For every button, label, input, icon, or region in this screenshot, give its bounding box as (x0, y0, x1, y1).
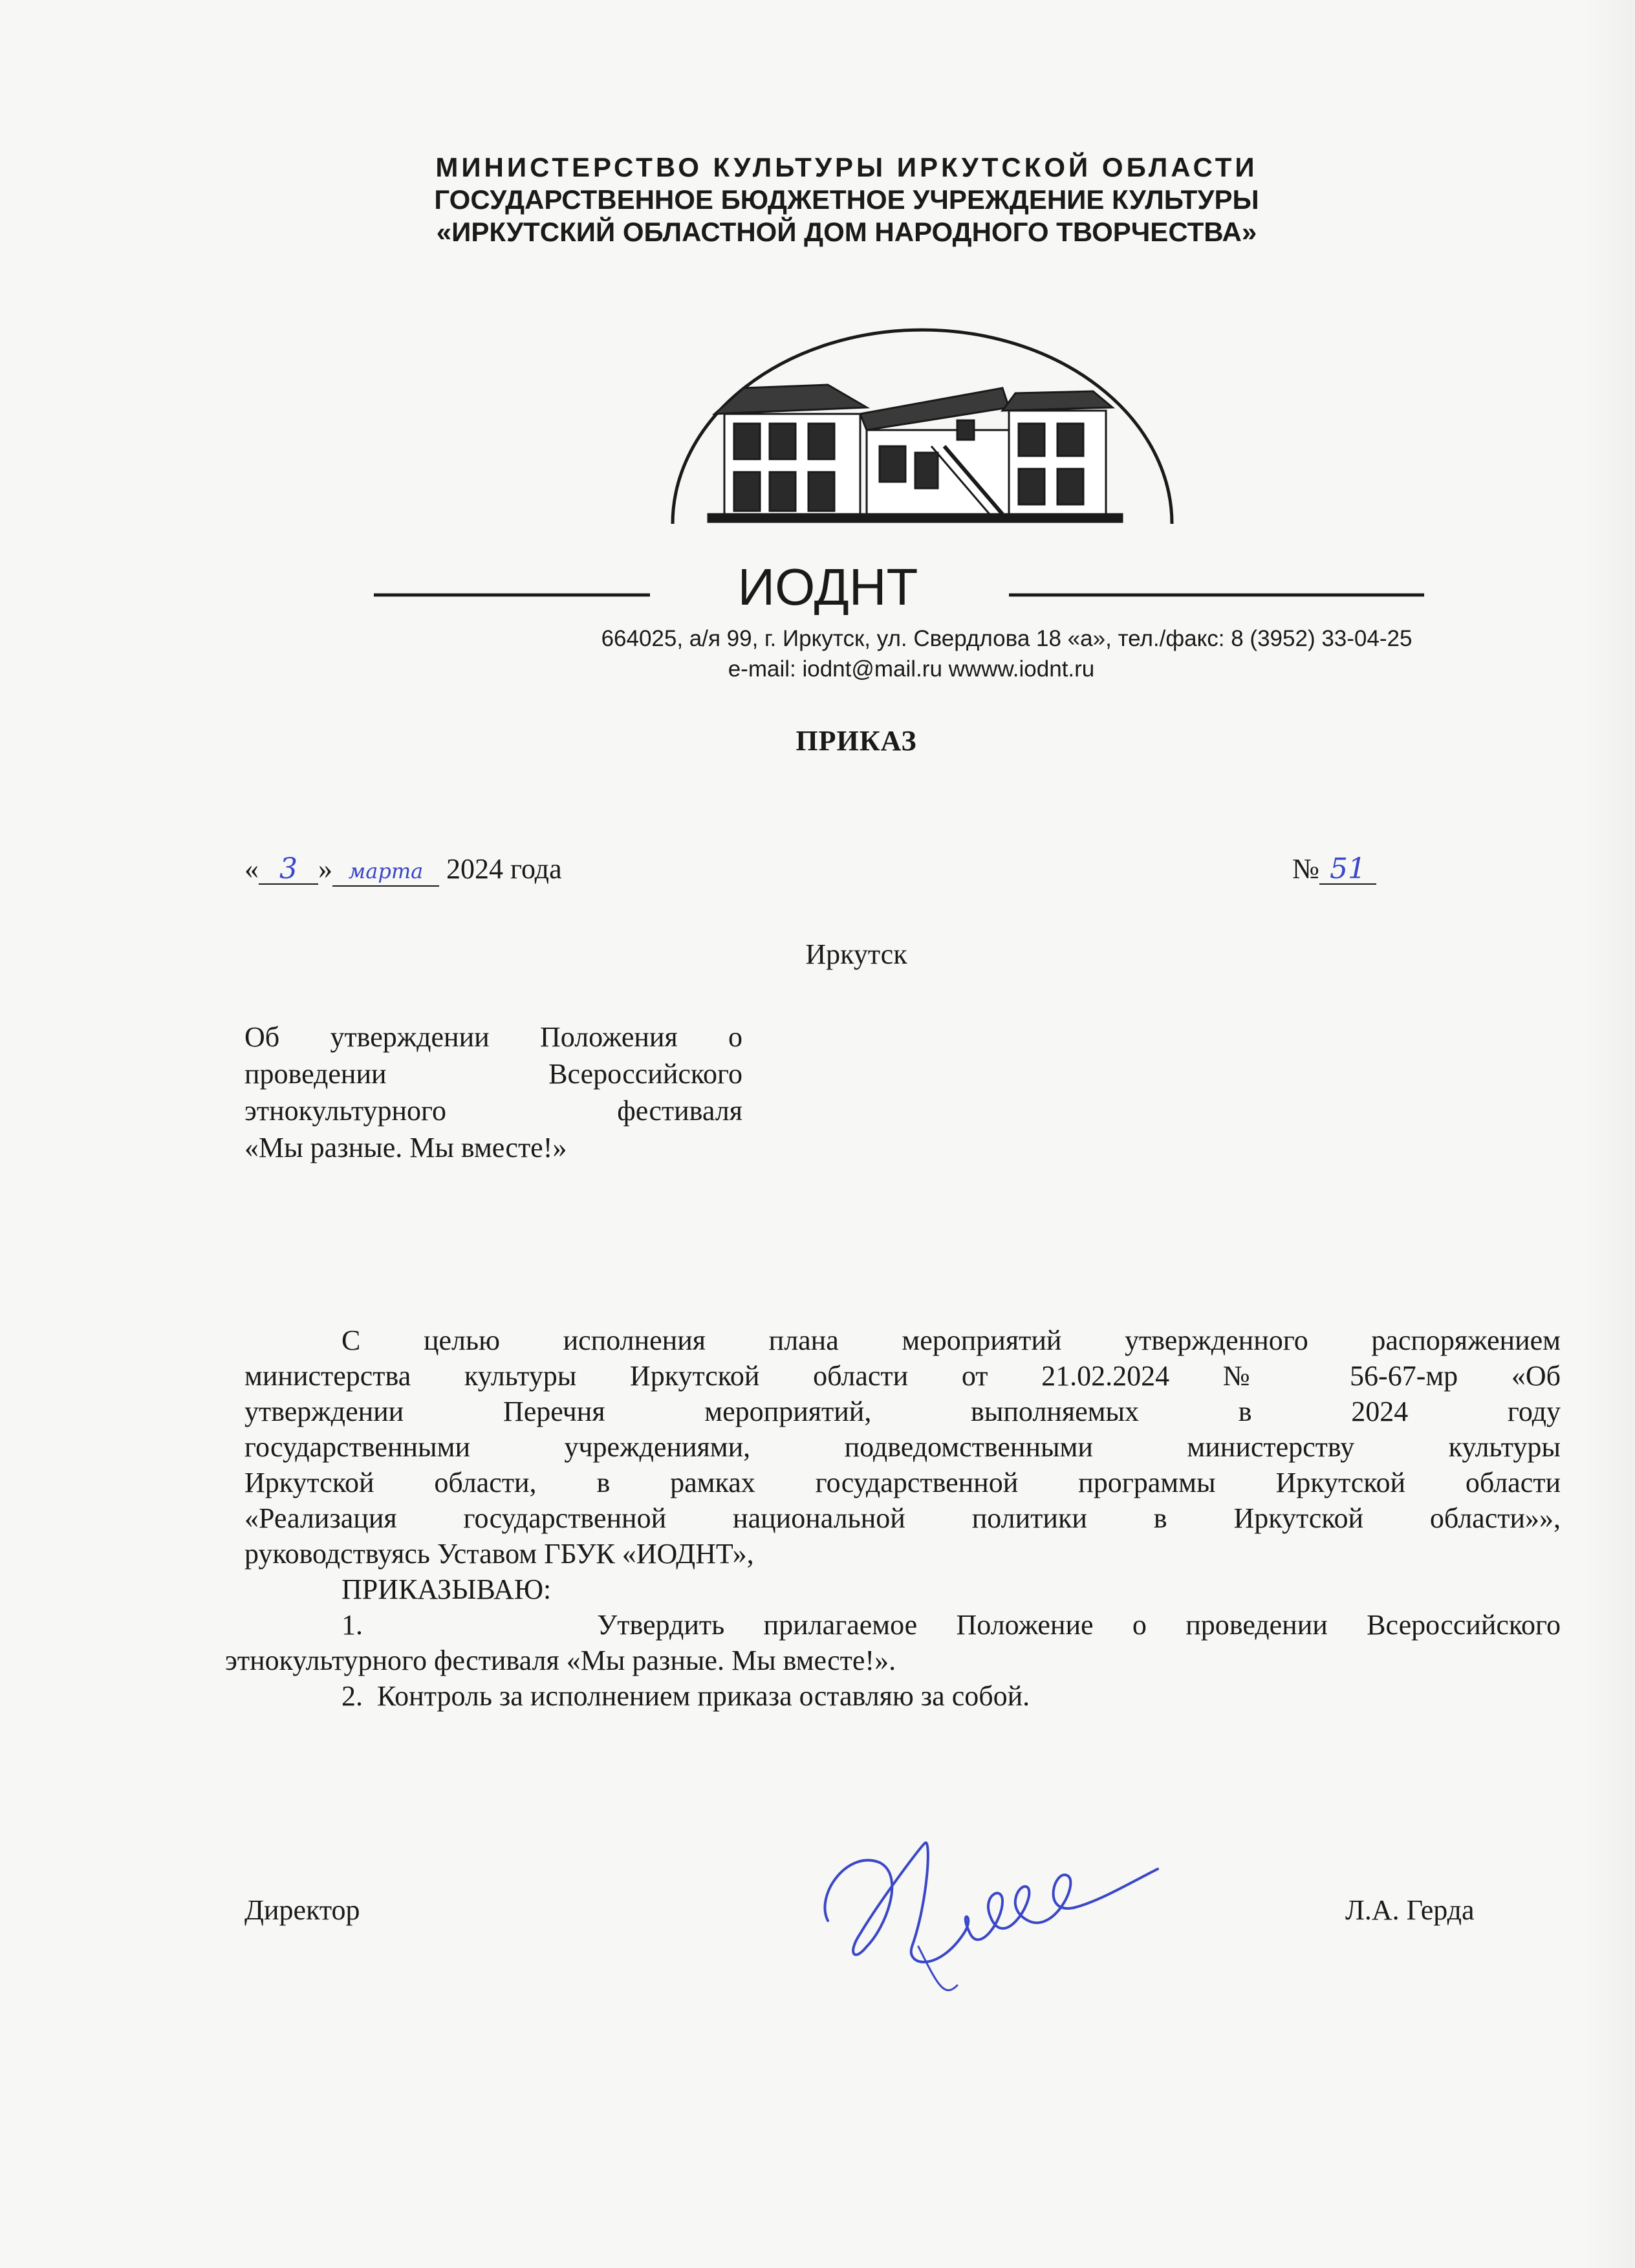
contacts-line: e-mail: iodnt@mail.ru wwww.iodnt.ru (728, 656, 1095, 682)
iodnt-logo (362, 317, 1436, 627)
body-line: министерства культуры Иркутской области от 21.02.2024 № 56-67-мр «Об (244, 1360, 1561, 1392)
subject-line: проведении Всероссийского (244, 1058, 742, 1090)
order-body (225, 1323, 1561, 1714)
date-open-quote: « (244, 853, 259, 885)
logo-text: ИОДНТ (737, 558, 918, 616)
subject-line: этнокультурного фестиваля (244, 1095, 742, 1127)
order-word: ПРИКАЗЫВАЮ: (341, 1573, 552, 1605)
building-icon (708, 385, 1122, 522)
order-date (244, 852, 562, 887)
body-line: утверждении Перечня мероприятий, выполняемых в 2024 году (244, 1396, 1561, 1427)
body-line: Иркутской области, в рамках государственной программы Иркутской области (244, 1467, 1561, 1498)
body-line: руководствуясь Уставом ГБУК «ИОДНТ», (244, 1538, 754, 1570)
date-month: марта (332, 857, 439, 887)
body-line: государственными учреждениями, подведомственными министерству культуры (244, 1431, 1561, 1463)
document-title: ПРИКАЗ (796, 725, 917, 757)
city: Иркутск (805, 938, 907, 970)
handwritten-signature (808, 1824, 1171, 2005)
item-1-line-2: этнокультурного фестиваля «Мы разные. Мы вместе!». (225, 1645, 896, 1676)
institution-name-heading: «ИРКУТСКИЙ ОБЛАСТНОЙ ДОМ НАРОДНОГО ТВОРЧЕСТВА» (436, 217, 1257, 247)
order-number (1292, 852, 1376, 886)
scan-edge-shadow (1585, 0, 1635, 2268)
address-line: 664025, а/я 99, г. Иркутск, ул. Свердлова 18 «а», тел./факс: 8 (3952) 33-04-25 (601, 626, 1413, 651)
item-2: 2. Контроль за исполнением приказа оставляю за собой. (341, 1680, 1030, 1712)
body-line: С целью исполнения плана мероприятий утвержденного распоряжением (341, 1324, 1561, 1356)
subject-line: «Мы разные. Мы вместе!» (244, 1132, 567, 1163)
date-day: 3 (259, 855, 318, 885)
subject-line: Об утверждении Положения о (244, 1021, 742, 1053)
date-year: 2024 года (439, 853, 562, 885)
body-line: «Реализация государственной национальной политики в Иркутской области»», (244, 1502, 1561, 1534)
date-close-quote: » (318, 853, 332, 885)
item-1-line-1: 1. Утвердить прилагаемое Положение о проведении Всероссийского (341, 1609, 1561, 1641)
ministry-heading: МИНИСТЕРСТВО КУЛЬТУРЫ ИРКУТСКОЙ ОБЛАСТИ (435, 152, 1258, 182)
signatory-name: Л.А. Герда (1345, 1894, 1475, 1926)
number-value: 51 (1319, 855, 1376, 885)
order-subject (244, 1019, 742, 1166)
signatory-role: Директор (244, 1894, 360, 1926)
number-label: № (1292, 853, 1319, 885)
institution-heading: ГОСУДАРСТВЕННОЕ БЮДЖЕТНОЕ УЧРЕЖДЕНИЕ КУЛЬТУРЫ (434, 184, 1259, 215)
